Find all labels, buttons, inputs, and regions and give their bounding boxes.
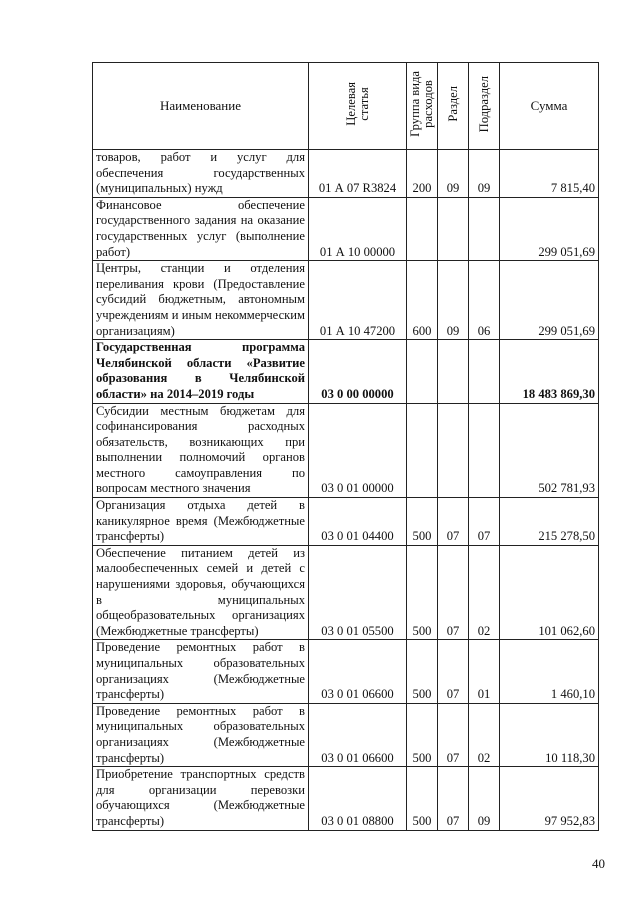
row-sum: 7 815,40 <box>500 150 599 198</box>
row-sum: 502 781,93 <box>500 403 599 498</box>
header-section-label: Раздел <box>445 85 460 122</box>
row-section: 07 <box>438 545 469 640</box>
header-target-article <box>309 63 407 150</box>
row-name: Организация отдыха детей в каникулярное время (Межбюджетные трансферты) <box>93 498 309 546</box>
row-subsection <box>469 403 500 498</box>
row-name: Субсидии местным бюджетам для софинансирования расходных обязательств, возникающих при выполнении полномочий органов местного самоуправления по вопросам местного значения <box>93 403 309 498</box>
row-target-article: 03 0 01 06600 <box>309 640 407 703</box>
row-subsection <box>469 340 500 403</box>
row-target-article: 03 0 01 00000 <box>309 403 407 498</box>
table-row <box>93 150 599 198</box>
row-sum: 299 051,69 <box>500 261 599 340</box>
row-name: Обеспечение питанием детей из малообеспеченных семей и детей с нарушениями здоровья, обучающихся в муниципальных общеобразовательных организациях (Межбюджетные трансферты) <box>93 545 309 640</box>
header-section <box>438 63 469 150</box>
header-target-article-label: Целевая статья <box>343 81 371 126</box>
row-target-article: 01 А 10 47200 <box>309 261 407 340</box>
header-sum: Сумма <box>500 63 599 150</box>
row-sum: 299 051,69 <box>500 197 599 260</box>
header-expense-group <box>407 63 438 150</box>
header-subsection <box>469 63 500 150</box>
row-name: Центры, станции и отделения переливания крови (Предоставление субсидий бюджетным, автономным учреждениям и иным некоммерческим организациям) <box>93 261 309 340</box>
row-subsection: 09 <box>469 150 500 198</box>
row-expense-group <box>407 197 438 260</box>
row-section <box>438 197 469 260</box>
table-row <box>93 403 599 498</box>
table-row <box>93 498 599 546</box>
row-sum: 97 952,83 <box>500 767 599 830</box>
row-expense-group: 500 <box>407 703 438 766</box>
row-expense-group: 200 <box>407 150 438 198</box>
row-expense-group <box>407 340 438 403</box>
row-subsection: 02 <box>469 703 500 766</box>
page-number: 40 <box>592 856 605 871</box>
table-row <box>93 703 599 766</box>
row-target-article: 03 0 01 08800 <box>309 767 407 830</box>
row-sum: 10 118,30 <box>500 703 599 766</box>
row-expense-group: 500 <box>407 640 438 703</box>
table-body <box>93 150 599 831</box>
row-subsection <box>469 197 500 260</box>
row-target-article: 03 0 01 04400 <box>309 498 407 546</box>
row-section <box>438 340 469 403</box>
row-target-article: 01 А 07 R3824 <box>309 150 407 198</box>
header-expense-group-label: Группа вида расходов <box>408 70 435 137</box>
table-row <box>93 261 599 340</box>
table-row <box>93 767 599 830</box>
row-subsection: 09 <box>469 767 500 830</box>
row-expense-group: 500 <box>407 767 438 830</box>
budget-table <box>92 62 599 831</box>
row-subsection: 06 <box>469 261 500 340</box>
row-target-article: 03 0 00 00000 <box>309 340 407 403</box>
row-target-article: 03 0 01 06600 <box>309 703 407 766</box>
row-expense-group <box>407 403 438 498</box>
row-subsection: 02 <box>469 545 500 640</box>
row-name: Проведение ремонтных работ в муниципальных образовательных организациях (Межбюджетные трансферты) <box>93 640 309 703</box>
row-sum: 18 483 869,30 <box>500 340 599 403</box>
row-expense-group: 500 <box>407 498 438 546</box>
table-row <box>93 640 599 703</box>
row-target-article: 01 А 10 00000 <box>309 197 407 260</box>
row-sum: 215 278,50 <box>500 498 599 546</box>
header-subsection-label: Подраздел <box>476 75 491 132</box>
table-row <box>93 340 599 403</box>
row-section: 09 <box>438 261 469 340</box>
row-name: товаров, работ и услуг для обеспечения государственных (муниципальных) нужд <box>93 150 309 198</box>
table-row <box>93 197 599 260</box>
table-row <box>93 545 599 640</box>
row-name: Проведение ремонтных работ в муниципальных образовательных организациях (Межбюджетные трансферты) <box>93 703 309 766</box>
row-section: 07 <box>438 640 469 703</box>
row-section: 09 <box>438 150 469 198</box>
row-expense-group: 500 <box>407 545 438 640</box>
row-name: Государственная программа Челябинской области «Развитие образования в Челябинской области» на 2014–2019 годы <box>93 340 309 403</box>
row-sum: 1 460,10 <box>500 640 599 703</box>
row-name: Финансовое обеспечение государственного задания на оказание государственных услуг (выполнение работ) <box>93 197 309 260</box>
row-target-article: 03 0 01 05500 <box>309 545 407 640</box>
row-section <box>438 403 469 498</box>
header-name: Наименование <box>93 63 309 150</box>
row-name: Приобретение транспортных средств для организации перевозки обучающихся (Межбюджетные трансферты) <box>93 767 309 830</box>
row-section: 07 <box>438 767 469 830</box>
row-section: 07 <box>438 498 469 546</box>
row-subsection: 01 <box>469 640 500 703</box>
table-header-row <box>93 63 599 150</box>
row-subsection: 07 <box>469 498 500 546</box>
row-expense-group: 600 <box>407 261 438 340</box>
row-sum: 101 062,60 <box>500 545 599 640</box>
row-section: 07 <box>438 703 469 766</box>
